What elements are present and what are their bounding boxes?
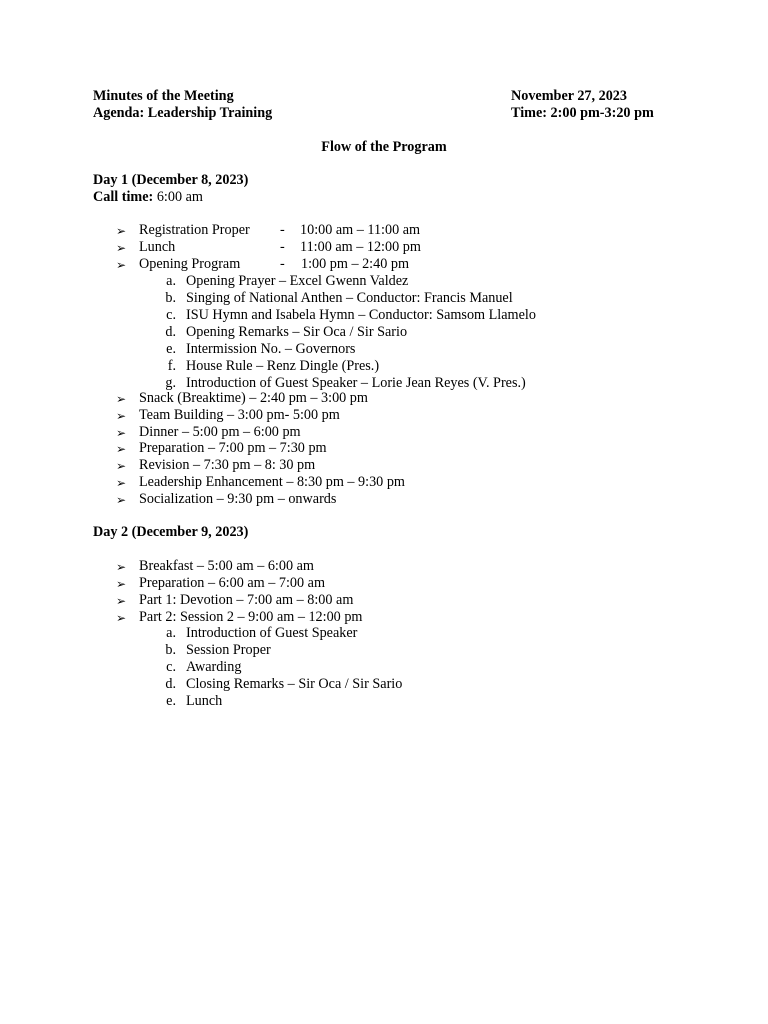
sub-item-letter: b. xyxy=(165,290,176,306)
sub-item-letter: c. xyxy=(166,659,176,675)
list-item: Snack (Breaktime) – 2:40 pm – 3:00 pm xyxy=(139,390,368,406)
list-item-label: Opening Program xyxy=(139,256,241,272)
sub-item-text: Introduction of Guest Speaker – Lorie Jean Reyes (V. Pres.) xyxy=(186,375,526,391)
list-item-dash: - xyxy=(280,256,285,272)
flow-title: Flow of the Program xyxy=(321,139,447,155)
sub-item-letter: a. xyxy=(166,273,176,289)
list-item: Preparation – 7:00 pm – 7:30 pm xyxy=(139,440,327,457)
agenda-line: Agenda: Leadership Training xyxy=(93,105,273,121)
list-item: Breakfast – 5:00 am – 6:00 am xyxy=(139,558,314,574)
list-item-label: Registration Proper xyxy=(139,222,250,238)
call-time-label: Call time: xyxy=(93,189,154,205)
arrowhead-bullet-icon: ➢ xyxy=(116,392,127,406)
sub-item-text: Lunch xyxy=(186,693,223,709)
list-item: Team Building – 3:00 pm- 5:00 pm xyxy=(139,406,340,423)
sub-item-letter: c. xyxy=(166,307,176,323)
arrowhead-bullet-icon: ➢ xyxy=(116,492,127,507)
sub-item-text: House Rule – Renz Dingle (Pres.) xyxy=(186,358,380,374)
list-item: Part 2: Session 2 – 9:00 am – 12:00 pm xyxy=(139,609,363,625)
arrowhead-bullet-icon: ➢ xyxy=(116,594,127,608)
call-time-value: 6:00 am xyxy=(153,189,203,205)
list-item: Dinner – 5:00 pm – 6:00 pm xyxy=(139,423,301,440)
arrowhead-bullet-icon: ➢ xyxy=(116,611,127,625)
sub-item-letter: b. xyxy=(165,642,176,658)
sub-item-letter: e. xyxy=(166,341,176,357)
arrowhead-bullet-icon: ➢ xyxy=(116,442,127,457)
list-item: Socialization – 9:30 pm – onwards xyxy=(139,490,337,507)
sub-item-letter: g. xyxy=(165,375,176,391)
sub-item-text: Session Proper xyxy=(186,642,271,658)
sub-item-letter: e. xyxy=(166,693,176,709)
arrowhead-bullet-icon: ➢ xyxy=(116,459,127,474)
sub-item-text: ISU Hymn and Isabela Hymn – Conductor: Samsom Llamelo xyxy=(186,307,536,323)
sub-item-text: Singing of National Anthen – Conductor: Francis Manuel xyxy=(186,290,513,306)
sub-item-letter: d. xyxy=(165,324,176,340)
sub-item-text: Opening Prayer – Excel Gwenn Valdez xyxy=(186,273,409,289)
arrowhead-bullet-icon: ➢ xyxy=(116,425,127,440)
arrowhead-bullet-icon: ➢ xyxy=(116,577,127,591)
list-item-time: 1:00 pm – 2:40 pm xyxy=(301,256,409,272)
sub-item-text: Introduction of Guest Speaker xyxy=(186,625,358,641)
list-item-time: 10:00 am – 11:00 am xyxy=(300,222,421,238)
list-item: Preparation – 6:00 am – 7:00 am xyxy=(139,575,325,591)
time-line: Time: 2:00 pm-3:20 pm xyxy=(511,105,654,121)
list-item-label: Lunch xyxy=(139,239,176,255)
arrowhead-bullet-icon: ➢ xyxy=(116,258,127,272)
call-time xyxy=(93,189,203,206)
list-item-time: 11:00 am – 12:00 pm xyxy=(300,239,421,255)
day1-title: Day 1 (December 8, 2023) xyxy=(93,172,249,188)
sub-item-letter: a. xyxy=(166,625,176,641)
sub-item-letter: f. xyxy=(167,358,176,374)
list-item: Part 1: Devotion – 7:00 am – 8:00 am xyxy=(139,592,354,608)
arrowhead-bullet-icon: ➢ xyxy=(116,408,127,423)
sub-item-text: Awarding xyxy=(186,659,242,675)
sub-item-text: Intermission No. – Governors xyxy=(186,341,356,357)
list-item-dash: - xyxy=(280,222,285,238)
list-item-dash: - xyxy=(280,239,285,255)
arrowhead-bullet-icon: ➢ xyxy=(116,560,127,574)
sub-item-text: Opening Remarks – Sir Oca / Sir Sario xyxy=(186,324,408,340)
sub-item-text: Closing Remarks – Sir Oca / Sir Sario xyxy=(186,676,403,692)
day2-title: Day 2 (December 9, 2023) xyxy=(93,524,249,540)
arrowhead-bullet-icon: ➢ xyxy=(116,224,127,238)
document-title: Minutes of the Meeting xyxy=(93,88,234,104)
arrowhead-bullet-icon: ➢ xyxy=(116,241,127,255)
list-item: Revision – 7:30 pm – 8: 30 pm xyxy=(139,457,316,474)
list-item: Leadership Enhancement – 8:30 pm – 9:30 pm xyxy=(139,474,405,490)
sub-item-letter: d. xyxy=(165,676,176,692)
arrowhead-bullet-icon: ➢ xyxy=(116,476,127,490)
meeting-date: November 27, 2023 xyxy=(511,88,627,104)
